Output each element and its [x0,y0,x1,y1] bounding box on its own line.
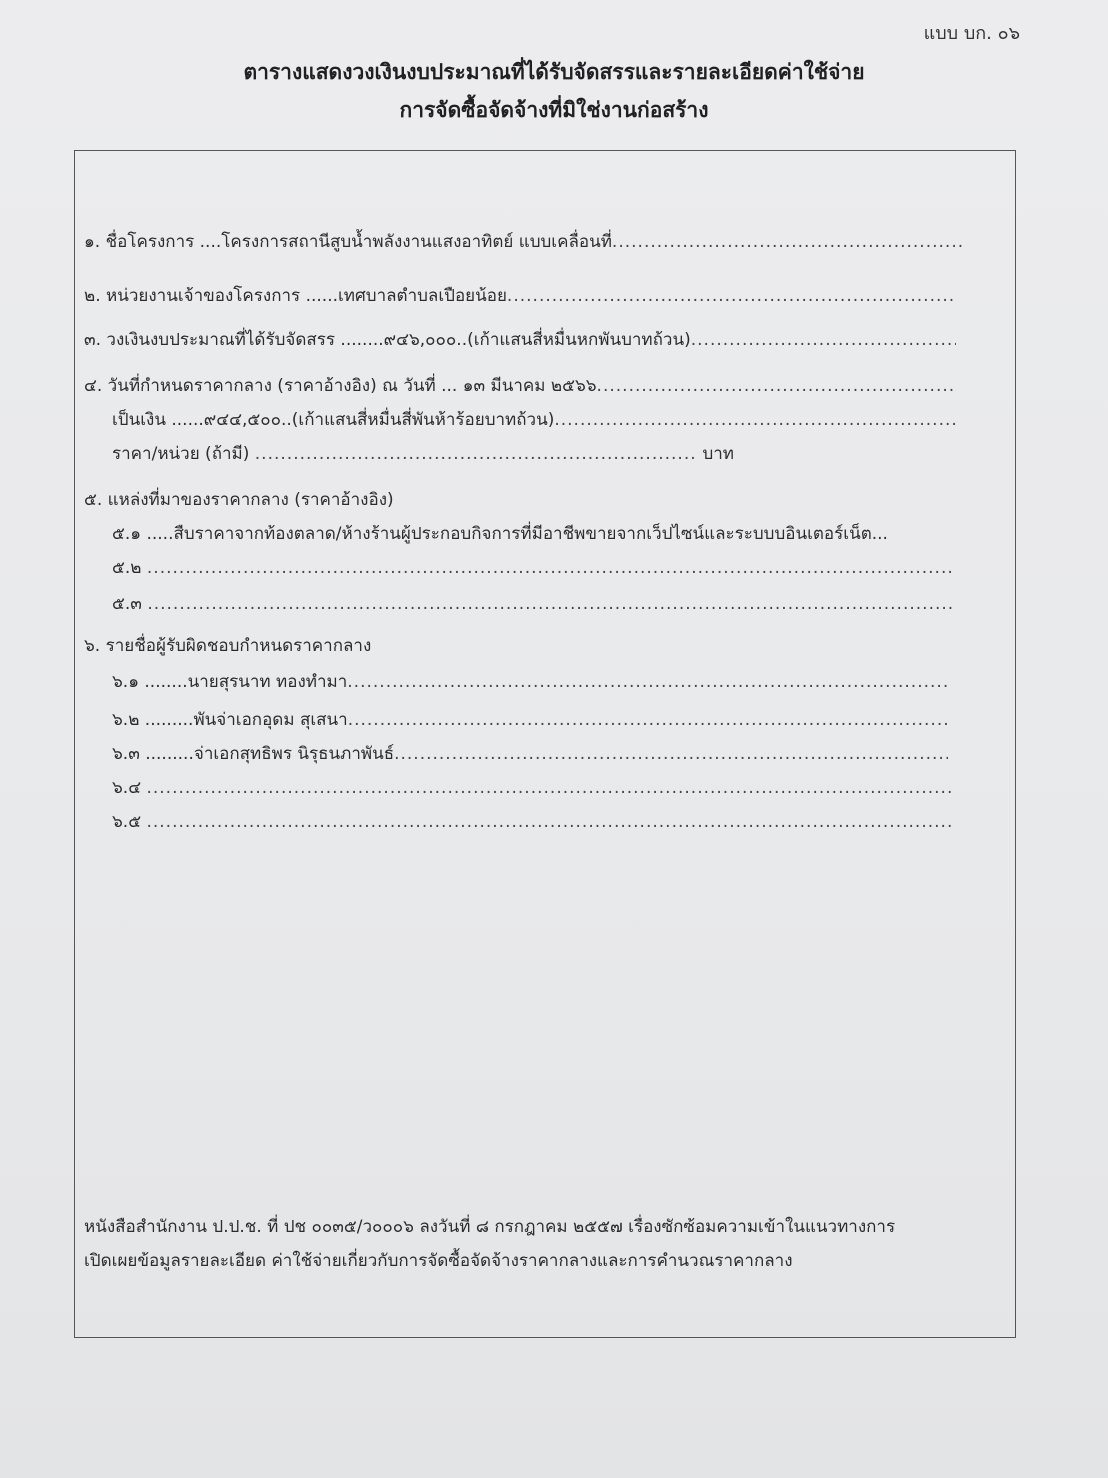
responsible-6-2-text: ๖.๒ .........พันจ่าเอกอุดม สุเสนา [112,710,348,730]
price-source-heading [84,486,956,513]
reference-date-row [84,372,956,399]
responsible-6-2 [112,706,948,733]
unit-price-row [112,440,734,467]
price-source-5-2-label: ๕.๒ [112,558,142,578]
reference-note [84,1210,994,1278]
dotted-leader [146,812,952,832]
responsible-heading [84,632,956,659]
budget-text: ๓. วงเงินงบประมาณที่ได้รับจัดสรร ........๙๔๖,๐๐๐..(เก้าแสนสี่หมื่นหกพันบาทถ้วน) [84,330,691,350]
dotted-leader [347,672,948,692]
price-source-5-3 [112,590,952,617]
dotted-leader [147,558,952,578]
project-name-row [84,228,962,255]
price-source-5-2 [112,554,952,581]
responsible-6-3-text: ๖.๓ .........จ่าเอกสุทธิพร นิรุธนภาพันธ์ [112,744,395,764]
owner-agency-row [84,282,956,309]
dotted-leader [147,594,952,614]
form-code: แบบ บก. ๐๖ [923,23,1020,44]
dotted-leader [612,232,962,252]
unit-price-label: ราคา/หน่วย (ถ้ามี) [112,444,250,464]
price-source-5-1 [112,520,958,547]
dotted-leader [597,376,956,396]
dotted-leader [255,444,697,464]
price-source-5-1-text: ๕.๑ .....สืบราคาจากท้องตลาด/ห้างร้านผู้ประกอบกิจการที่มีอาชีพขายจากเว็ปไซน์และระบบบอินเตอร์เน็ต... [112,524,888,544]
responsible-6-1-text: ๖.๑ ........นายสุรนาท ทองทำมา [112,672,348,692]
dotted-leader [146,778,952,798]
dotted-leader [691,330,956,350]
responsible-6-5 [112,808,952,835]
reference-date-text: ๔. วันที่กำหนดราคากลาง (ราคาอ้างอิง) ณ วันที่ ... ๑๓ มีนาคม ๒๕๖๖ [84,376,597,396]
responsible-6-3 [112,740,948,767]
dotted-leader [394,744,948,764]
dotted-leader [554,410,958,430]
budget-row [84,326,956,353]
reference-amount-text: เป็นเงิน ......๙๔๔,๕๐๐..(เก้าแสนสี่หมื่นสี่พันห้าร้อยบาทถ้วน) [112,410,555,430]
responsible-6-1 [112,668,948,695]
document-title-line-2: การจัดซื้อจัดจ้างที่มิใช่งานก่อสร้าง [399,98,709,122]
responsible-6-4 [112,774,952,801]
document-title-line-1: ตารางแสดงวงเงินงบประมาณที่ได้รับจัดสรรและรายละเอียดค่าใช้จ่าย [243,60,865,84]
price-source-5-3-label: ๕.๓ [112,594,142,614]
owner-agency-text: ๒. หน่วยงานเจ้าของโครงการ ......เทศบาลตำบลเปือยน้อย [84,286,507,306]
reference-note-line-1: หนังสือสำนักงาน ป.ป.ช. ที่ ปช ๐๐๓๕/ว๐๐๐๖ ลงวันที่ ๘ กรกฎาคม ๒๕๕๗ เรื่องซักซ้อมความเข้าในแนวทางการ [84,1217,896,1237]
reference-amount-row [112,406,958,433]
dotted-leader [507,286,956,306]
responsible-6-4-label: ๖.๔ [112,778,142,798]
unit-price-currency: บาท [702,444,734,464]
responsible-6-5-label: ๖.๕ [112,812,142,832]
price-source-heading-text: ๕. แหล่งที่มาของราคากลาง (ราคาอ้างอิง) [84,490,394,510]
project-name-text: ๑. ชื่อโครงการ ....โครงการสถานีสูบน้ำพลังงานแสงอาทิตย์ แบบเคลื่อนที่ [84,232,612,252]
reference-note-line-2: เปิดเผยข้อมูลรายละเอียด ค่าใช้จ่ายเกี่ยวกับการจัดซื้อจัดจ้างราคากลางและการคำนวณราคากลาง [84,1251,793,1271]
dotted-leader [348,710,948,730]
responsible-heading-text: ๖. รายชื่อผู้รับผิดชอบกำหนดราคากลาง [84,636,372,656]
